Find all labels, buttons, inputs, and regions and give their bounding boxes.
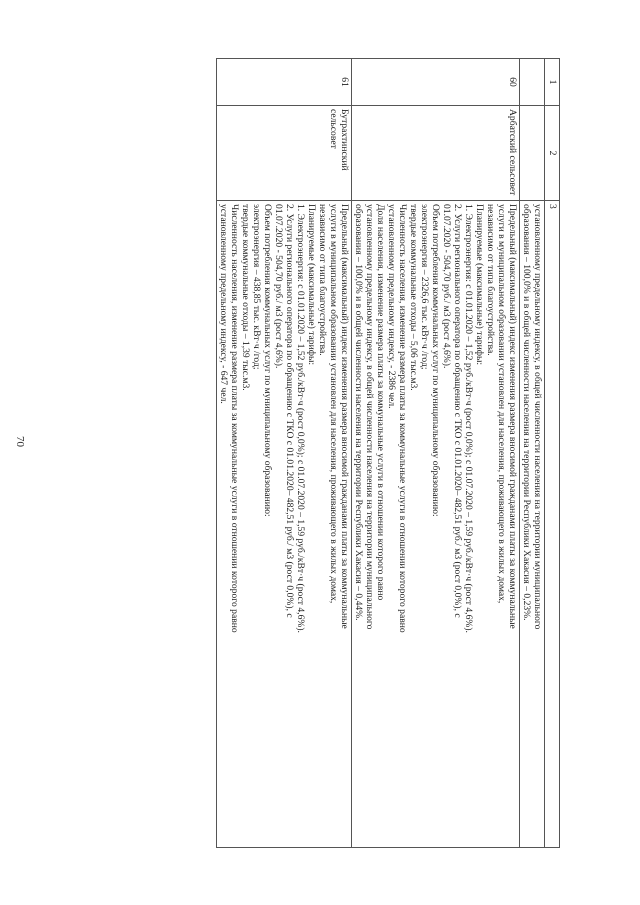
cell-empty (520, 59, 545, 106)
rotated-page-content (112, 58, 560, 848)
text-line: Численность населения, изменение размера платы за коммунальные услуги в отношении которого равно (397, 204, 408, 633)
text-line: Численность населения, изменение размера платы за коммунальные услуги в отношении которого равно (229, 204, 240, 633)
text-line: образования – 100,0% и в общей численности населения на территории Республики Хакасия – 0,23%. (521, 204, 532, 621)
continuation-text (520, 201, 545, 848)
text-line: 2. Услуги регионального оператора по обращению с ТКО с 01.01.2020– 482,51 руб./ м3 (рост 0,0%), с (284, 204, 295, 618)
text-line: Доля населения, изменение размера платы за коммунальные услуги в отношении которого равно (375, 204, 386, 601)
text-line: установленному предельному индексу, - 2386 чел. (386, 204, 397, 409)
text-line: 1. Электроэнергия: с 01.01.2020 – 1,52 руб./кВт·ч (рост 0,0%); с 01.07.2020 – 1,59 руб./кВт·ч (рост 4,6%). (295, 204, 306, 633)
text-line: электроэнергия – 2326,6 тыс. кВт·ч /год; (419, 204, 430, 370)
table-row-continuation (520, 59, 545, 848)
text-line: образования – 100,0% и в общей численности населения на территории Республики Хакасия – 0,44%. (353, 204, 364, 621)
text-line: Планируемые (максимальные) тарифы: (306, 204, 317, 366)
row-description (352, 201, 520, 848)
row-description (217, 201, 352, 848)
text-line: 1. Электроэнергия: с 01.01.2020 – 1,52 руб./кВт·ч (рост 0,0%); с 01.07.2020 – 1,59 руб./кВт·ч (рост 4,6%). (463, 204, 474, 633)
tariff-table (216, 58, 560, 848)
text-line: 01.07.2020 - 504,70 руб./ м3 (рост 4,6%). (441, 204, 452, 369)
text-line: установленному предельному индексу, - 647 чел. (218, 204, 229, 404)
text-line: 2. Услуги регионального оператора по обращению с ТКО с 01.01.2020– 482,51 руб./ м3 (рост 0,0%), с (452, 204, 463, 618)
text-line: Объем потребления коммунальных услуг по муниципальному образованию: (262, 204, 273, 517)
table-header-row (545, 59, 560, 848)
text-line: твердые коммунальные отходы – 1,39 тыс.м3. (240, 204, 251, 391)
table-row-61 (217, 59, 352, 848)
table-row-60 (352, 59, 520, 848)
text-line: Предельный (максимальный) индекс изменения размера вносимой гражданами платы за коммунальные (507, 204, 518, 629)
text-line: твердые коммунальные отходы – 5,06 тыс.м3. (408, 204, 419, 391)
municipality-name: Арбатский сельсовет (352, 106, 520, 201)
text-line: 01.07.2020 - 504,70 руб./ м3 (рост 4,6%). (273, 204, 284, 369)
cell-empty (520, 106, 545, 201)
row-number: 60 (352, 59, 520, 106)
text-line: установленному предельному индексу, в общей численности населения на территории муниципального (364, 204, 375, 630)
row-number: 61 (217, 59, 352, 106)
text-line: Объем потребления коммунальных услуг по муниципальному образованию: (430, 204, 441, 517)
header-col-2: 2 (545, 106, 560, 201)
header-col-1: 1 (545, 59, 560, 106)
text-line: независимо от типа благоустройства. (485, 204, 496, 356)
text-line: Планируемые (максимальные) тарифы: (474, 204, 485, 366)
text-line: электроэнергия – 438,85 тыс. кВт·ч /год; (251, 204, 262, 370)
header-col-3: 3 (545, 201, 560, 848)
text-line: Предельный (максимальный) индекс изменения размера вносимой гражданами платы за коммунальные (339, 204, 350, 629)
text-line: установленному предельному индексу, в общей численности населения на территории муниципального (532, 204, 543, 630)
text-line: услуги в муниципальном образовании установлен для населения, проживающего в жилых домах, (496, 204, 507, 604)
text-line: независимо от типа благоустройства. (317, 204, 328, 356)
page-number: 70 (14, 436, 26, 447)
municipality-name: Бутрахтинский сельсовет (217, 106, 352, 201)
text-line: услуги в муниципальном образовании установлен для населения, проживающего в жилых домах, (328, 204, 339, 604)
